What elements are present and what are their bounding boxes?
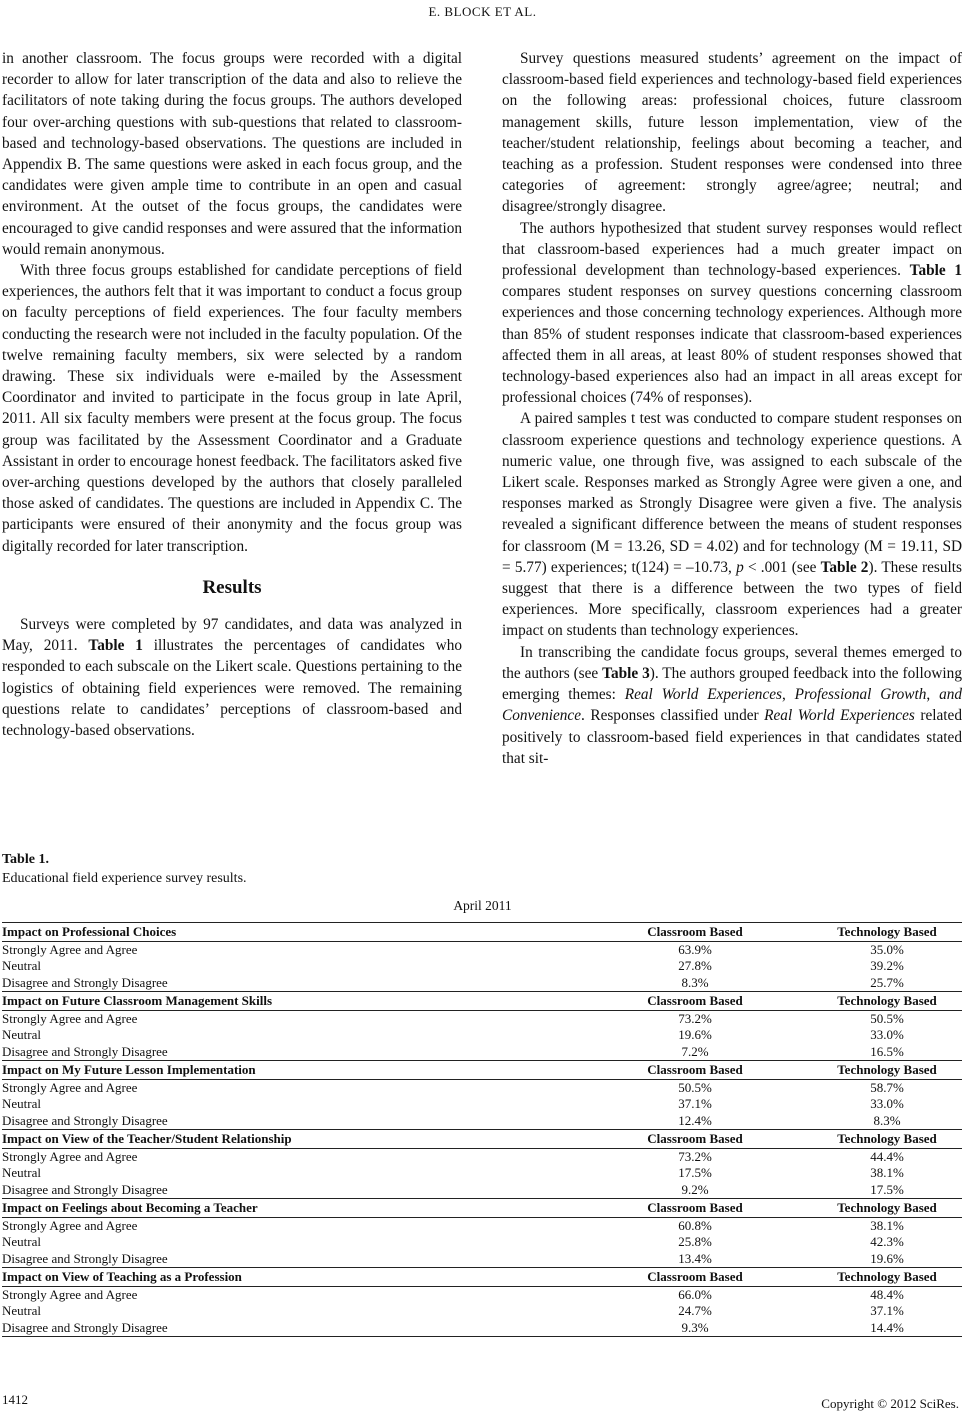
spacer bbox=[770, 1217, 812, 1234]
spacer bbox=[770, 1268, 812, 1287]
section-heading: Results bbox=[202, 576, 262, 598]
classroom-value: 60.8% bbox=[678, 1217, 712, 1233]
technology-value: 58.7% bbox=[870, 1079, 904, 1095]
column-header-technology: Technology Based bbox=[812, 1061, 962, 1080]
running-head: E. BLOCK ET AL. bbox=[428, 4, 537, 19]
spacer bbox=[770, 1251, 812, 1268]
technology-value: 50.5% bbox=[870, 1010, 904, 1026]
section-title: Impact on Feelings about Becoming a Teacher bbox=[2, 1199, 620, 1218]
spacer bbox=[770, 992, 812, 1011]
table-reference: Table 1 bbox=[909, 262, 963, 280]
technology-value: 38.1% bbox=[870, 1165, 904, 1180]
spacer bbox=[770, 1182, 812, 1199]
technology-value: 8.3% bbox=[812, 1113, 962, 1130]
row-label: Neutral bbox=[2, 1027, 41, 1042]
section-title: Impact on My Future Lesson Implementation bbox=[2, 1061, 620, 1080]
spacer bbox=[770, 1148, 812, 1165]
classroom-value: 9.2% bbox=[620, 1182, 770, 1199]
classroom-value: 66.0% bbox=[678, 1286, 712, 1302]
column-header-technology: Technology Based bbox=[812, 1268, 962, 1287]
spacer bbox=[770, 1303, 812, 1320]
paragraph: A paired samples t test was conducted to compare student responses on classroom experience questions and technology experience questions. A numeric value, one through five, was assigned to each subscale of the Likert scale. Responses marked as Strongly Agree were given a one, and responses marked as Strongly Disagree were given a five. The analysis revealed a significant difference between the means of student responses for classroom (M = 13.26, SD = 4.02) and for technology (M = 19.11, SD = 5.77) experiences; t(124) = –10.73, p < .001 (see Table 2). These results suggest that there is a difference between the two types of field experiences. More specifically, classroom experiences had a greater impact on students than technology experiences. bbox=[502, 410, 962, 640]
technology-value: 42.3% bbox=[870, 1234, 904, 1249]
technology-value: 14.4% bbox=[812, 1320, 962, 1337]
spacer bbox=[770, 1010, 812, 1027]
technology-value: 39.2% bbox=[870, 958, 904, 973]
column-header-technology: Technology Based bbox=[812, 992, 962, 1011]
technology-value: 48.4% bbox=[870, 1286, 904, 1302]
classroom-value: 25.8% bbox=[678, 1234, 712, 1249]
table-row bbox=[2, 1234, 962, 1251]
classroom-value: 19.6% bbox=[678, 1027, 712, 1042]
section-title: Impact on View of Teaching as a Profession bbox=[2, 1268, 620, 1287]
classroom-value: 63.9% bbox=[678, 941, 712, 957]
row-label: Disagree and Strongly Disagree bbox=[2, 1044, 620, 1061]
row-label: Neutral bbox=[2, 1303, 41, 1318]
table-reference: Table 3 bbox=[602, 664, 650, 682]
column-header-technology: Technology Based bbox=[812, 1199, 962, 1218]
paragraph: in another classroom. The focus groups were recorded with a digital recorder to allow for later transcription of the data and also to relieve the facilitators of note taking during the focus groups. The authors developed four over-arching questions with sub-questions that related to classroom-based and technology-based observations. The questions are included in Appendix B. The same questions were asked in each focus group, and the candidates were given ample time to contribute in an open and casual environment. At the outset of the focus groups, the candidates were encouraged to give candid responses and were assured that the information would remain anonymous. bbox=[2, 50, 462, 258]
row-label: Disagree and Strongly Disagree bbox=[2, 975, 620, 992]
technology-value: 37.1% bbox=[870, 1303, 904, 1318]
spacer bbox=[770, 975, 812, 992]
classroom-value: 9.3% bbox=[620, 1320, 770, 1337]
spacer bbox=[770, 1061, 812, 1080]
row-label: Strongly Agree and Agree bbox=[2, 1079, 138, 1095]
paragraph: The authors hypothesized that student survey responses would reflect that classroom-based experiences had a much greater impact on professional development than technology-based experiences. Table 1 compares student responses on survey questions concerning classroom experiences and those concerning technology experiences. Although more than 85% of student responses indicate that classroom-based experiences affected them in all areas, at least 80% of student responses showed that technology-based experiences also had an impact in all areas except for professional choices (74% of responses). bbox=[502, 219, 963, 407]
column-header-classroom: Classroom Based bbox=[620, 992, 770, 1011]
classroom-value: 37.1% bbox=[678, 1096, 712, 1111]
table-section-header bbox=[2, 1130, 962, 1149]
paragraph: With three focus groups established for candidate perceptions of field experiences, the authors felt that it was important to conduct a focus group on faculty perceptions of field experiences. The four faculty members conducting the research were not included in the faculty population. Of the twelve remaining faculty members, six were selected by a random drawing. These six individuals were e-mailed by the Assessment Coordinator and invited to participate in the focus group in late April, 2011. All six faculty members were present at the focus group. The focus group was facilitated by the Assessment Coordinator and a Graduate Assistant in order to encourage honest feedback. The facilitators asked five over-arching questions developed by the authors that closely paralleled those asked of candidates. The questions are included in Appendix C. The participants were ensured of their anonymity and the focus group was digitally recorded for later transcription. bbox=[2, 262, 462, 555]
technology-value: 38.1% bbox=[870, 1217, 904, 1233]
page-number: 1412 bbox=[2, 1392, 28, 1407]
row-label: Strongly Agree and Agree bbox=[2, 1286, 138, 1302]
spacer bbox=[770, 1286, 812, 1303]
paragraph: Surveys were completed by 97 candidates, and data was analyzed in May, 2011. Table 1 illustrates the percentages of candidates who responded to each subscale on the Likert scale. Questions pertaining to the logistics of obtaining field experiences were removed. The remaining questions relate to candidates’ perceptions of classroom-based and technology-based observations. bbox=[2, 616, 462, 740]
table-section-header bbox=[2, 1199, 962, 1218]
table-row bbox=[2, 1286, 962, 1303]
table-row bbox=[2, 1165, 962, 1182]
spacer bbox=[770, 923, 812, 942]
technology-value: 33.0% bbox=[870, 1027, 904, 1042]
table-reference: Table 1 bbox=[88, 637, 143, 655]
table-section-header bbox=[2, 1268, 962, 1287]
column-header-technology: Technology Based bbox=[812, 1130, 962, 1149]
paragraph: Survey questions measured students’ agreement on the impact of classroom-based field experiences and technology-based field experiences on the following areas: professional choices, future classroom management skills, future lesson implementation, view of the teacher/student relationship, feelings about becoming a teacher, and teaching as a profession. Student responses were condensed into three categories of agreement: strongly agree/agree; neutral; and disagree/strongly disagree. bbox=[502, 50, 962, 216]
classroom-value: 8.3% bbox=[620, 975, 770, 992]
left-column bbox=[2, 48, 462, 741]
table-row bbox=[2, 1096, 962, 1113]
row-label: Neutral bbox=[2, 1096, 41, 1111]
spacer bbox=[770, 1079, 812, 1096]
table-label: Table 1. bbox=[2, 852, 49, 867]
table-section-header bbox=[2, 1061, 962, 1080]
classroom-value: 27.8% bbox=[678, 958, 712, 973]
table-row bbox=[2, 1010, 962, 1027]
classroom-value: 12.4% bbox=[620, 1113, 770, 1130]
spacer bbox=[770, 1165, 812, 1182]
table-row bbox=[2, 1148, 962, 1165]
table-date: April 2011 bbox=[453, 898, 512, 913]
table-reference: Table 2 bbox=[820, 558, 869, 576]
table-row bbox=[2, 1113, 962, 1130]
row-label: Neutral bbox=[2, 1234, 41, 1249]
technology-value: 16.5% bbox=[812, 1044, 962, 1061]
spacer bbox=[770, 1027, 812, 1044]
row-label: Disagree and Strongly Disagree bbox=[2, 1182, 620, 1199]
classroom-value: 17.5% bbox=[678, 1165, 712, 1180]
row-label: Strongly Agree and Agree bbox=[2, 941, 138, 957]
table-row bbox=[2, 1182, 962, 1199]
table-caption-text: Educational field experience survey results. bbox=[2, 871, 247, 886]
spacer bbox=[770, 1320, 812, 1337]
column-header-classroom: Classroom Based bbox=[620, 1061, 770, 1080]
section-title: Impact on Future Classroom Management Skills bbox=[2, 992, 620, 1011]
technology-value: 44.4% bbox=[870, 1148, 904, 1164]
row-label: Neutral bbox=[2, 1165, 41, 1180]
table-section-header bbox=[2, 923, 962, 942]
technology-value: 19.6% bbox=[812, 1251, 962, 1268]
table-row bbox=[2, 1303, 962, 1320]
classroom-value: 24.7% bbox=[678, 1303, 712, 1318]
copyright: Copyright © 2012 SciRes. bbox=[821, 1396, 959, 1411]
section-title: Impact on Professional Choices bbox=[2, 923, 620, 942]
technology-value: 25.7% bbox=[812, 975, 962, 992]
spacer bbox=[770, 1199, 812, 1218]
table-row bbox=[2, 941, 962, 958]
row-label: Strongly Agree and Agree bbox=[2, 1148, 138, 1164]
table-caption bbox=[2, 850, 247, 888]
row-label: Neutral bbox=[2, 958, 41, 973]
spacer bbox=[770, 958, 812, 975]
technology-value: 33.0% bbox=[870, 1096, 904, 1111]
classroom-value: 73.2% bbox=[678, 1148, 712, 1164]
table-row bbox=[2, 1079, 962, 1096]
results-table bbox=[2, 922, 962, 1337]
technology-value: 17.5% bbox=[812, 1182, 962, 1199]
row-label: Strongly Agree and Agree bbox=[2, 1217, 138, 1233]
row-label: Disagree and Strongly Disagree bbox=[2, 1251, 620, 1268]
spacer bbox=[770, 1113, 812, 1130]
row-label: Strongly Agree and Agree bbox=[2, 1010, 138, 1026]
spacer bbox=[770, 1096, 812, 1113]
column-header-classroom: Classroom Based bbox=[620, 1130, 770, 1149]
spacer bbox=[770, 1130, 812, 1149]
column-header-classroom: Classroom Based bbox=[620, 923, 770, 942]
classroom-value: 50.5% bbox=[678, 1079, 712, 1095]
row-label: Disagree and Strongly Disagree bbox=[2, 1113, 620, 1130]
spacer bbox=[770, 1044, 812, 1061]
spacer bbox=[770, 941, 812, 958]
table-row bbox=[2, 975, 962, 992]
table-row bbox=[2, 1027, 962, 1044]
table-row bbox=[2, 1251, 962, 1268]
table-section-header bbox=[2, 992, 962, 1011]
classroom-value: 13.4% bbox=[620, 1251, 770, 1268]
table-row bbox=[2, 1217, 962, 1234]
table-row bbox=[2, 1044, 962, 1061]
section-title: Impact on View of the Teacher/Student Relationship bbox=[2, 1130, 620, 1149]
paragraph: In transcribing the candidate focus groups, several themes emerged to the authors (see Table 3). The authors grouped feedback into the following emerging themes: Real World Experiences, Professional Growth, and Convenience. Responses classified under Real World Experiences related positively to classroom-based field experiences in that candidates stated that sit- bbox=[502, 643, 963, 767]
classroom-value: 73.2% bbox=[678, 1010, 712, 1026]
column-header-technology: Technology Based bbox=[812, 923, 962, 942]
table-row bbox=[2, 1320, 962, 1337]
column-header-classroom: Classroom Based bbox=[620, 1199, 770, 1218]
right-column bbox=[502, 48, 962, 769]
table-row bbox=[2, 958, 962, 975]
spacer bbox=[770, 1234, 812, 1251]
classroom-value: 7.2% bbox=[620, 1044, 770, 1061]
technology-value: 35.0% bbox=[870, 941, 904, 957]
row-label: Disagree and Strongly Disagree bbox=[2, 1320, 620, 1337]
column-header-classroom: Classroom Based bbox=[620, 1268, 770, 1287]
